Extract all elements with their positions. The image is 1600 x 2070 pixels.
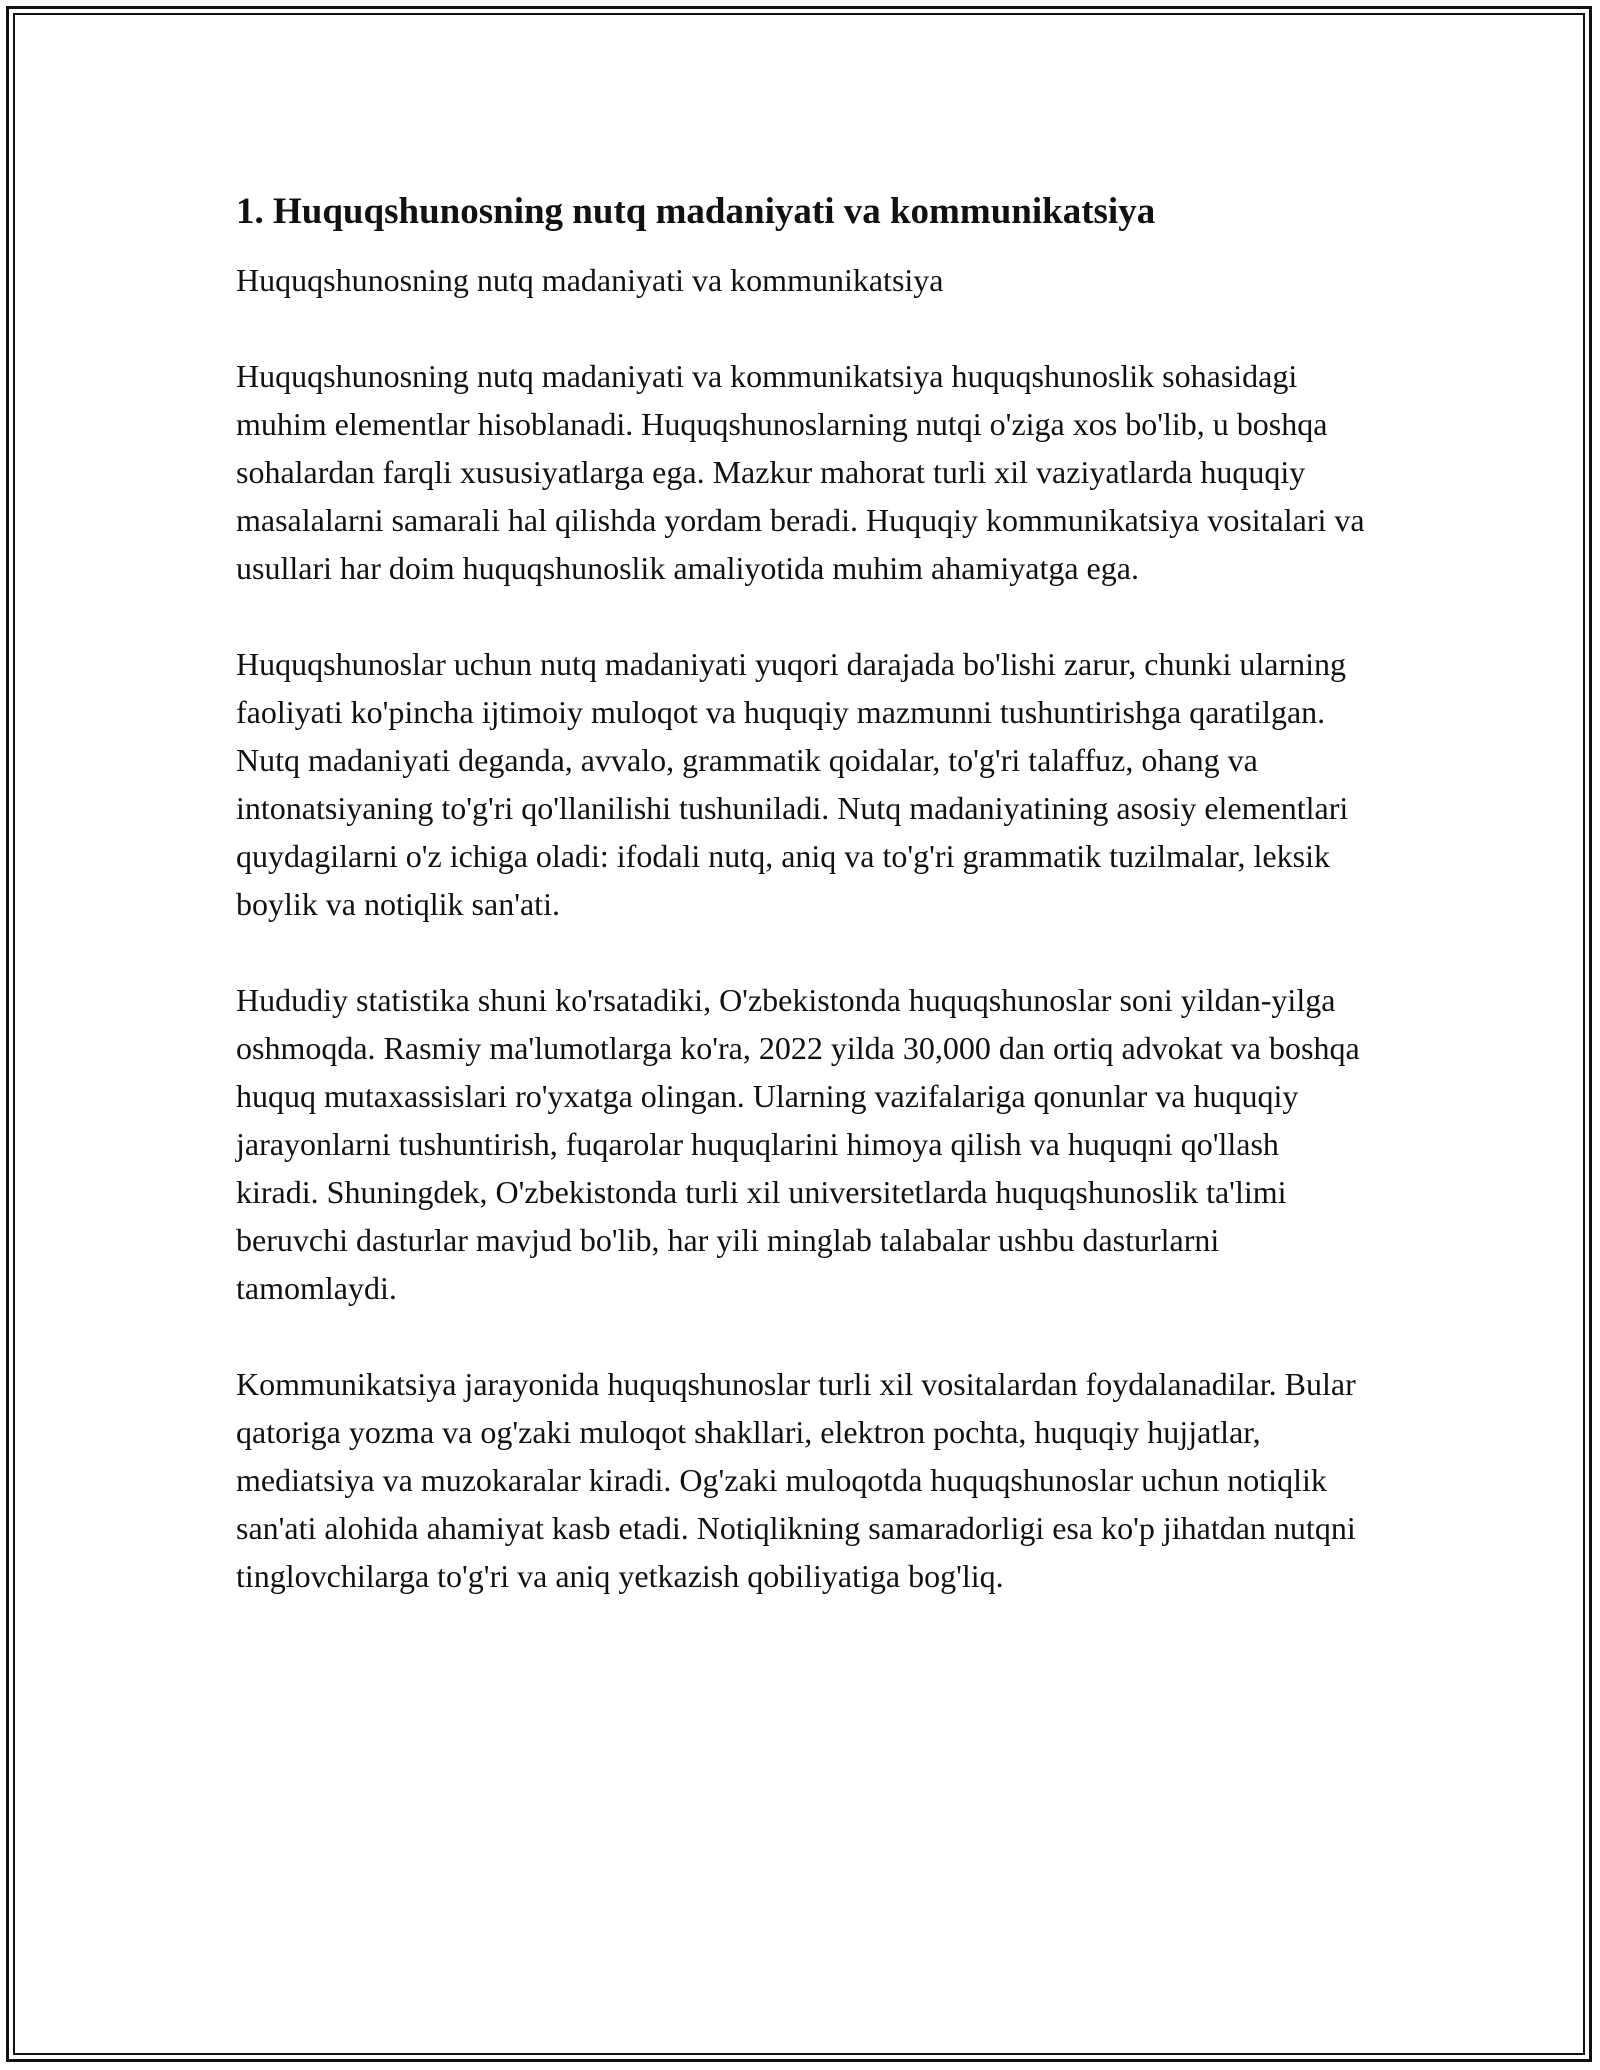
paragraph-1: Huquqshunosning nutq madaniyati va kommunikatsiya huquqshunoslik sohasidagi muhim elementlar hisoblanadi. Huquqshunoslarning nutqi o'ziga xos bo'lib, u boshqa sohalardan farqli xususiyatlarga ega. Mazkur mahorat turli xil vaziyatlarda huquqiy masalalarni samarali hal qilishda yordam beradi. Huquqiy kommunikatsiya vositalari va usullari har doim huquqshunoslik amaliyotida muhim ahamiyatga ega.	[236, 358, 1365, 586]
paragraph-4: Kommunikatsiya jarayonida huquqshunoslar turli xil vositalardan foydalanadilar. Bular qatoriga yozma va og'zaki muloqot shakllari, elektron pochta, huquqiy hujjatlar, mediatsiya va muzokaralar kiradi. Og'zaki muloqotda huquqshunoslar uchun notiqlik san'ati alohida ahamiyat kasb etadi. Notiqlikning samaradorligi esa ko'p jihatdan nutqni tinglovchilarga to'g'ri va aniq yetkazish qobiliyatiga bog'liq.	[236, 1366, 1356, 1594]
paragraph-3: Hududiy statistika shuni ko'rsatadiki, O'zbekistonda huquqshunoslar soni yildan-yilga oshmoqda. Rasmiy ma'lumotlarga ko'ra, 2022 yilda 30,000 dan ortiq advokat va boshqa huquq mutaxassislari ro'yxatga olingan. Ularning vazifalariga qonunlar va huquqiy jarayonlarni tushuntirish, fuqarolar huquqlarini himoya qilish va huquqni qo'llash kiradi. Shuningdek, O'zbekistonda turli xil universitetlarda huquqshunoslik ta'limi beruvchi dasturlar mavjud bo'lib, har yili minglab talabalar ushbu dasturlarni tamomlaydi.	[236, 982, 1360, 1306]
document-body	[236, 186, 1366, 1600]
paragraph-2: Huquqshunoslar uchun nutq madaniyati yuqori darajada bo'lishi zarur, chunki ularning faoliyati ko'pincha ijtimoiy muloqot va huquqiy mazmunni tushuntirishga qaratilgan. Nutq madaniyati deganda, avvalo, grammatik qoidalar, to'g'ri talaffuz, ohang va intonatsiyaning to'g'ri qo'llanilishi tushuniladi. Nutq madaniyatining asosiy elementlari quydagilarni o'z ichiga oladi: ifodali nutq, aniq va to'g'ri grammatik tuzilmalar, leksik boylik va notiqlik san'ati.	[236, 646, 1349, 922]
document-title: 1. Huquqshunosning nutq madaniyati va kommunikatsiya	[236, 191, 1156, 232]
document-subtitle: Huquqshunosning nutq madaniyati va kommunikatsiya	[236, 262, 944, 298]
